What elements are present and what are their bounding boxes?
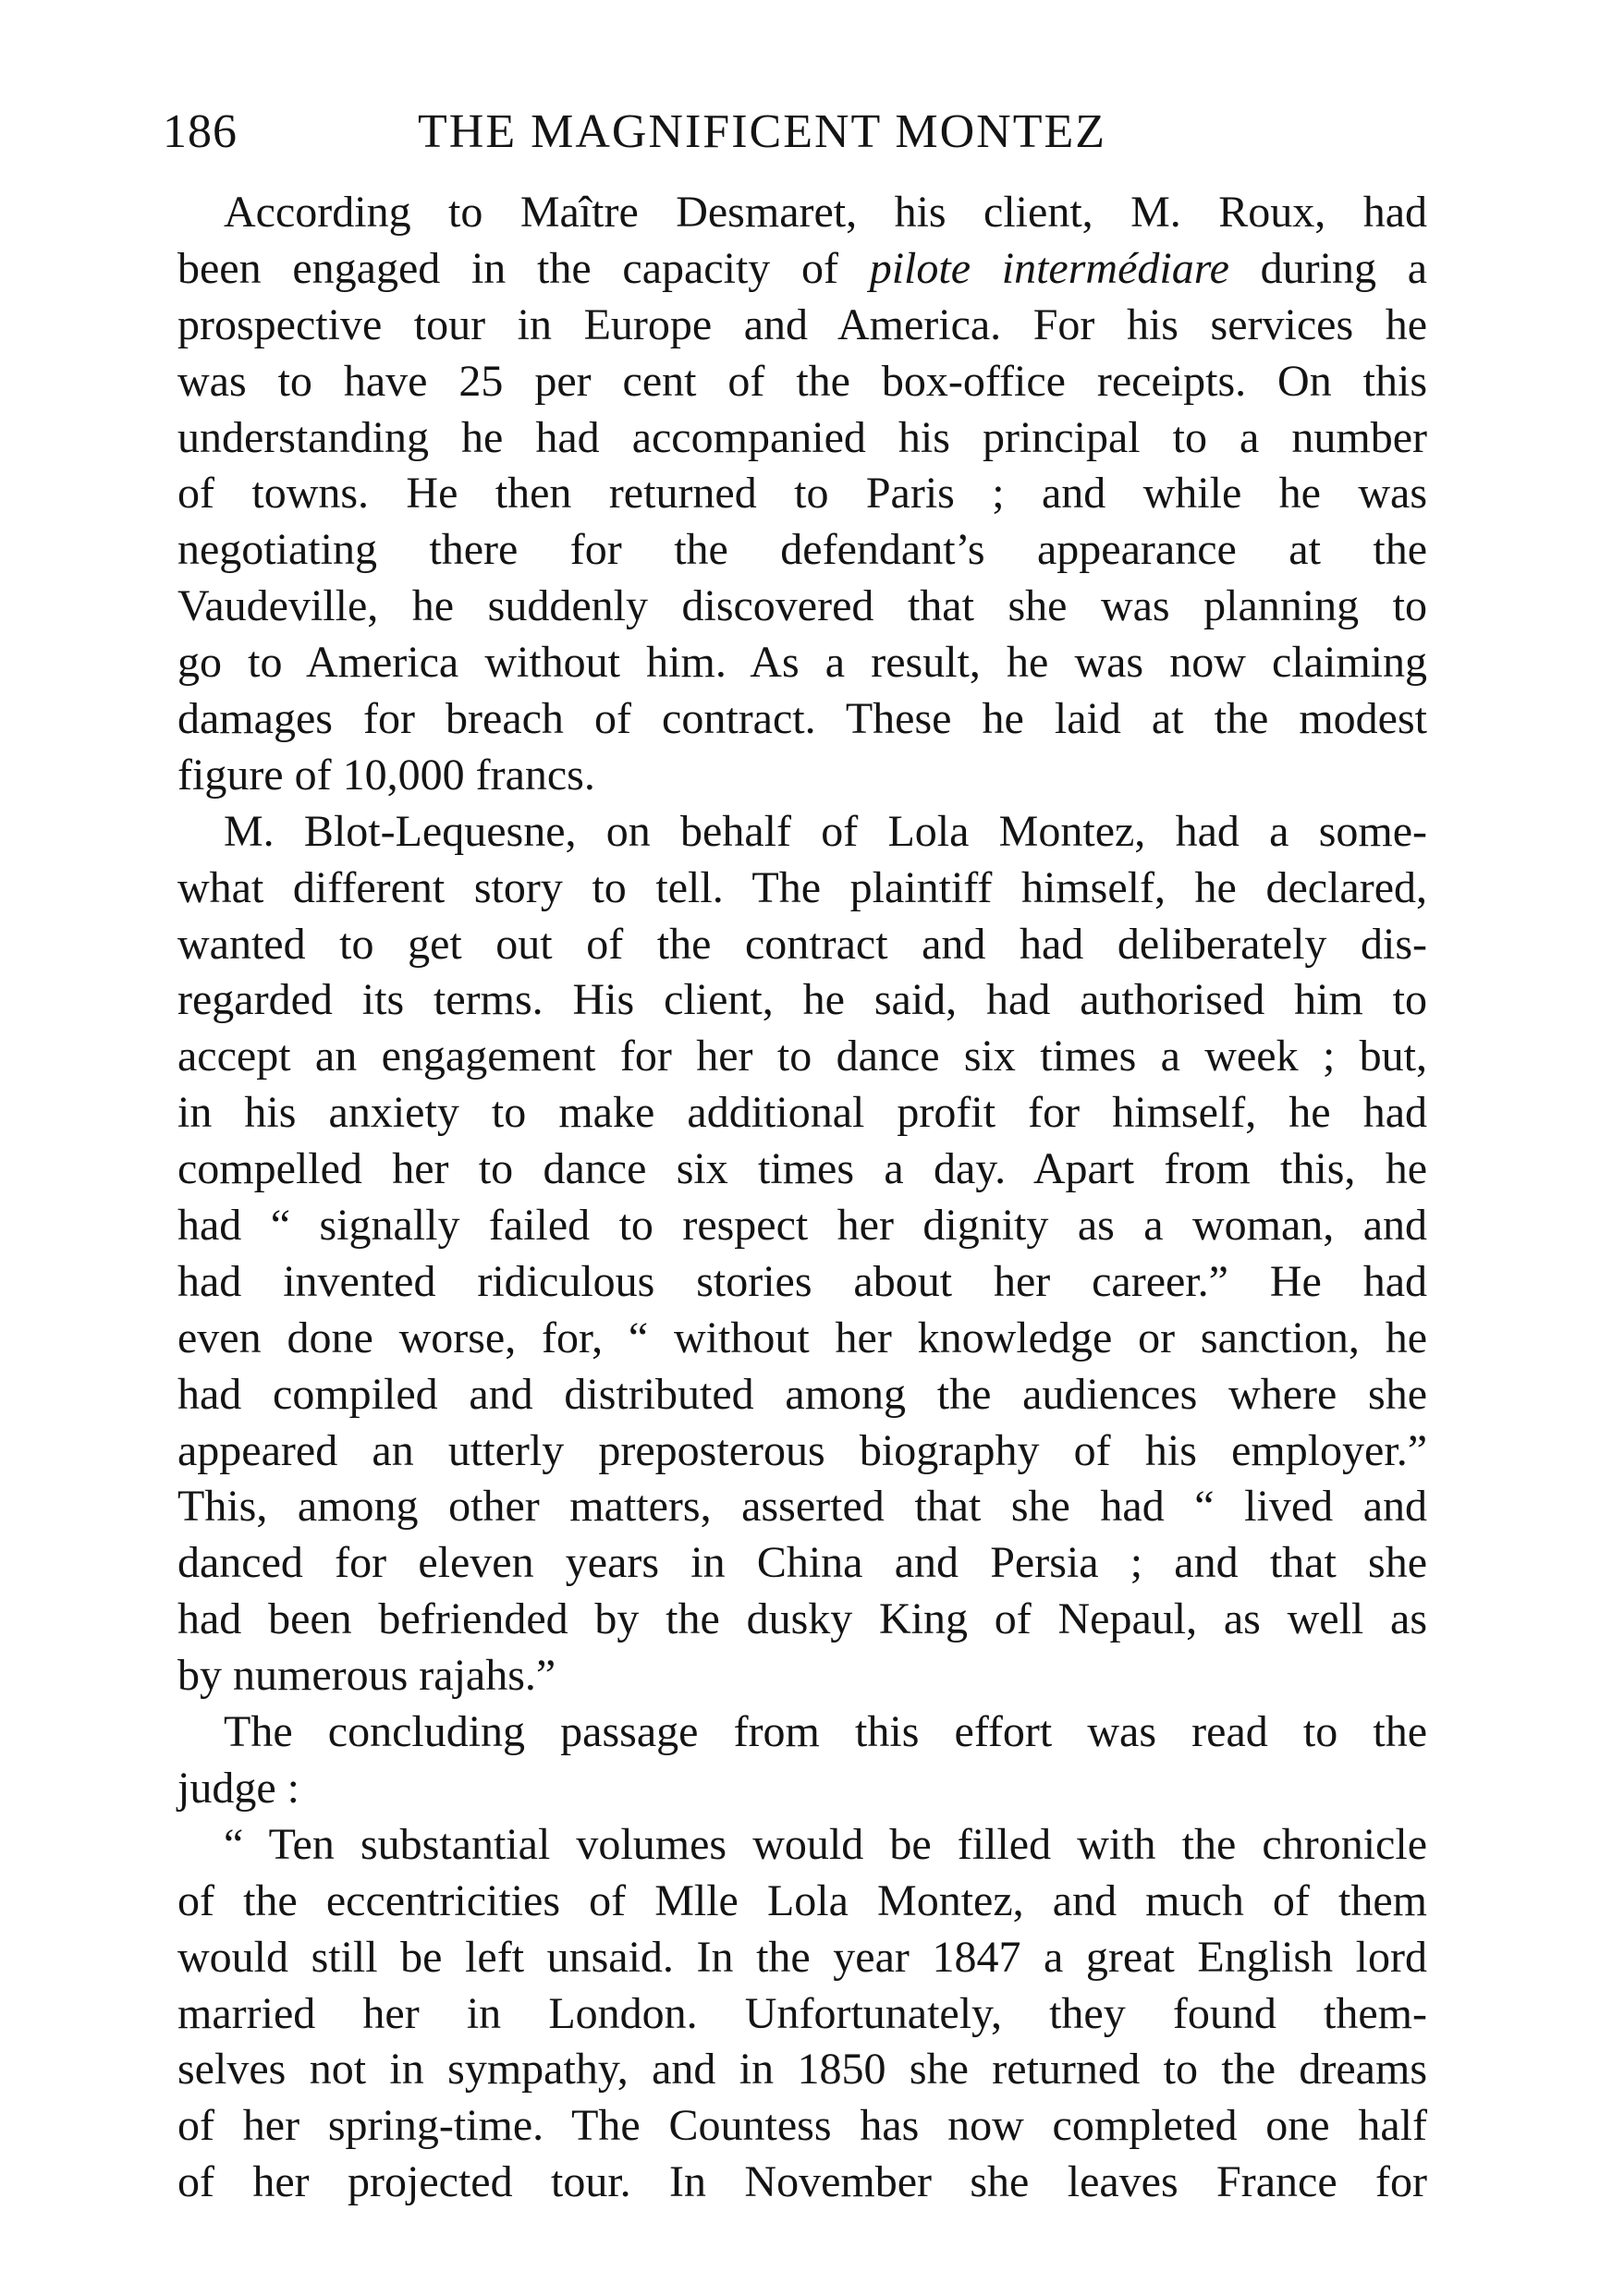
running-head xyxy=(163,100,1438,165)
text-line: by numerous rajahs.” xyxy=(177,1651,556,1701)
text-line: had been befriended by the dusky King of Nepaul, as well as xyxy=(177,1594,1427,1644)
text-line: understanding he had accompanied his principal to a number xyxy=(177,412,1427,462)
body-text xyxy=(177,185,1427,2211)
text-line: Vaudeville, he suddenly discovered that she was planning to xyxy=(177,581,1427,631)
text-line: even done worse, for, “ without her knowledge or sanction, he xyxy=(177,1313,1427,1362)
page-number: 186 xyxy=(163,105,238,158)
text-segment: been engaged in the capacity of xyxy=(177,243,870,293)
text-line: would still be left unsaid. In the year 1847 a great English lord xyxy=(177,1932,1427,1982)
text-line: had invented ridiculous stories about her career.” He had xyxy=(177,1256,1427,1306)
text-line: married her in London. Unfortunately, they found them- xyxy=(177,1988,1427,2038)
text-line: appeared an utterly preposterous biography of his employer.” xyxy=(177,1425,1427,1475)
text-line: selves not in sympathy, and in 1850 she returned to the dreams xyxy=(177,2045,1427,2094)
text-line: of the eccentricities of Mlle Lola Montez, and much of them xyxy=(177,1875,1427,1925)
text-line: According to Maître Desmaret, his client, M. Roux, had xyxy=(224,188,1427,237)
text-line: of her spring-time. The Countess has now completed one half xyxy=(177,2101,1427,2151)
text-line: in his anxiety to make additional profit for himself, he had xyxy=(177,1088,1427,1138)
text-line xyxy=(177,241,1427,298)
text-line: damages for breach of contract. These he laid at the modest xyxy=(177,694,1427,744)
running-title: THE MAGNIFICENT MONTEZ xyxy=(418,105,1106,158)
text-line: had compiled and distributed among the audiences where she xyxy=(177,1369,1427,1419)
text-line: regarded its terms. His client, he said, had authorised him to xyxy=(177,975,1427,1025)
text-line: figure of 10,000 francs. xyxy=(177,750,595,800)
text-line: danced for eleven years in China and Persia ; and that she xyxy=(177,1538,1427,1588)
text-line: go to America without him. As a result, he was now claiming xyxy=(177,638,1427,688)
text-line: wanted to get out of the contract and had deliberately dis- xyxy=(177,919,1427,969)
text-line: accept an engagement for her to dance six times a week ; but, xyxy=(177,1032,1427,1081)
text-line: judge : xyxy=(177,1763,299,1813)
text-line: This, among other matters, asserted that she had “ lived and xyxy=(177,1482,1427,1532)
text-line: negotiating there for the defendant’s appearance at the xyxy=(177,525,1427,575)
text-line: of towns. He then returned to Paris ; and while he was xyxy=(177,469,1427,519)
text-line: The concluding passage from this effort was read to the xyxy=(224,1707,1427,1757)
text-line: M. Blot-Lequesne, on behalf of Lola Montez, had a some- xyxy=(224,806,1427,856)
text-line: what different story to tell. The plaintiff himself, he declared, xyxy=(177,862,1427,912)
text-line: compelled her to dance six times a day. Apart from this, he xyxy=(177,1144,1427,1194)
text-line: was to have 25 per cent of the box-office receipts. On this xyxy=(177,356,1427,406)
text-segment: during a xyxy=(1228,243,1427,293)
text-line: prospective tour in Europe and America. For his services he xyxy=(177,299,1427,349)
text-line: had “ signally failed to respect her dignity as a woman, and xyxy=(177,1201,1427,1251)
italic-phrase: pilote intermédiare xyxy=(869,243,1229,293)
text-line: “ Ten substantial volumes would be filled with the chronicle xyxy=(224,1819,1427,1869)
text-line: of her projected tour. In November she leaves France for xyxy=(177,2157,1427,2207)
